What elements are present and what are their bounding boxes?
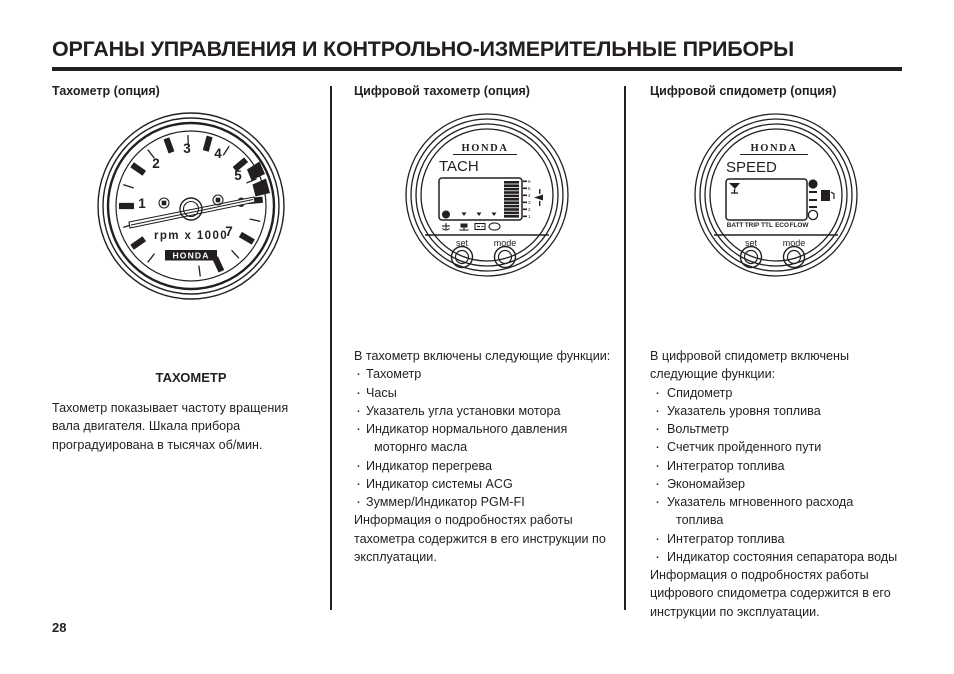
dspeed-alert-dot bbox=[808, 179, 817, 188]
column-digital-tachometer bbox=[342, 84, 628, 612]
list-item-label: Индикатор системы ACG bbox=[366, 476, 513, 491]
list-item-label: Тахометр bbox=[366, 367, 422, 382]
list-item-continuation bbox=[650, 511, 900, 529]
digital-speedometer-feature-list bbox=[650, 384, 900, 567]
list-item-label: Зуммер/Индикатор PGM-FI bbox=[366, 495, 525, 509]
gauge-brand-text: HONDA bbox=[172, 250, 210, 261]
list-item-label: Интегратор топлива bbox=[667, 458, 785, 473]
list-item-label: Часы bbox=[366, 385, 397, 400]
column-divider-1 bbox=[330, 86, 332, 610]
dspeed-buttons bbox=[741, 238, 806, 268]
digital-tach-svg bbox=[342, 103, 628, 303]
list-item bbox=[650, 548, 900, 566]
list-item bbox=[650, 475, 900, 493]
list-item-label: Указатель мгновенного расхода bbox=[667, 495, 854, 509]
list-item-label: моторнго масла bbox=[374, 440, 468, 455]
analog-tachometer-figure bbox=[52, 103, 330, 308]
svg-text:2: 2 bbox=[528, 206, 531, 212]
list-item bbox=[650, 457, 900, 475]
dtach-marker-1-icon bbox=[462, 213, 467, 217]
svg-text:1: 1 bbox=[528, 213, 531, 219]
dspeed-mode-label: mode bbox=[782, 238, 806, 248]
list-item-label: Указатель угла установки мотора bbox=[366, 403, 561, 418]
dspeed-brand-text: HONDA bbox=[750, 143, 798, 154]
list-item-continuation bbox=[354, 438, 616, 456]
svg-text:5: 5 bbox=[234, 168, 242, 183]
svg-text:3: 3 bbox=[183, 141, 191, 156]
dspeed-label-ttl: TTL bbox=[761, 222, 773, 229]
svg-text:4: 4 bbox=[528, 192, 531, 198]
dspeed-lcd-labels bbox=[727, 222, 810, 229]
list-item bbox=[354, 365, 616, 383]
digital-tachometer-body bbox=[342, 347, 616, 566]
svg-text:7: 7 bbox=[225, 224, 233, 239]
list-item-label: Счетчик пройденного пути bbox=[667, 440, 822, 455]
dspeed-label-trip: TRIP bbox=[744, 222, 760, 229]
dtach-bargraph-scale bbox=[523, 179, 531, 219]
digital-tachometer-outro: Информация о подробностях работы тахометра содержится в его инструкции по эксплуатации. bbox=[354, 513, 606, 564]
list-item bbox=[650, 384, 900, 402]
analog-gauge-svg bbox=[52, 103, 330, 308]
overheat-icon bbox=[442, 223, 450, 230]
list-item bbox=[650, 420, 900, 438]
list-item-label: Вольтметр bbox=[667, 422, 729, 436]
svg-text:2: 2 bbox=[152, 156, 160, 171]
page-title: ОРГАНЫ УПРАВЛЕНИЯ И КОНТРОЛЬНО-ИЗМЕРИТЕЛЬНЫЕ ПРИБОРЫ bbox=[52, 37, 795, 61]
list-item bbox=[650, 530, 900, 548]
page-number: 28 bbox=[52, 620, 67, 635]
dtach-display-label: TACH bbox=[439, 158, 479, 175]
column-tachometer bbox=[52, 84, 330, 612]
dspeed-level-empty bbox=[808, 210, 817, 219]
gauge-needle bbox=[129, 197, 255, 228]
gauge-scale-numbers bbox=[138, 141, 245, 239]
dspeed-level-mark-3 bbox=[809, 206, 817, 208]
dtach-marker-3-icon bbox=[492, 213, 497, 217]
buzzer-icon bbox=[489, 223, 500, 230]
svg-text:5: 5 bbox=[528, 185, 531, 191]
dspeed-level-mark-2 bbox=[809, 199, 817, 201]
list-item-label: Индикатор нормального давления bbox=[366, 422, 568, 436]
column-title-digital-speedometer: Цифровой спидометр (опция) bbox=[650, 84, 837, 98]
digital-tachometer-figure bbox=[342, 103, 628, 303]
svg-text:6: 6 bbox=[528, 178, 531, 184]
dspeed-label-flow: FLOW bbox=[789, 222, 809, 229]
dtach-bargraph-pointer bbox=[534, 189, 543, 206]
dtach-bezel-mid bbox=[411, 119, 563, 271]
list-item bbox=[650, 493, 900, 511]
dtach-brand-text: HONDA bbox=[461, 143, 509, 154]
list-item-label: Индикатор перегрева bbox=[366, 458, 493, 473]
list-item bbox=[354, 384, 616, 402]
dspeed-right-indicators bbox=[808, 179, 834, 219]
svg-text:3: 3 bbox=[528, 199, 531, 205]
digital-tachometer-intro: В тахометр включены следующие функции: bbox=[354, 349, 611, 363]
dspeed-label-eco: ECO bbox=[775, 222, 789, 229]
list-item-label: топлива bbox=[676, 513, 724, 528]
list-item-label: Интегратор топлива bbox=[667, 531, 785, 546]
list-item bbox=[354, 493, 616, 511]
dtach-indicator-row bbox=[442, 211, 497, 219]
water-separator-icon bbox=[729, 183, 740, 193]
dspeed-set-button[interactable] bbox=[741, 247, 762, 268]
digital-speedometer-body bbox=[638, 347, 900, 621]
list-item bbox=[650, 438, 900, 456]
tachometer-body bbox=[52, 399, 310, 454]
dtach-bargraph bbox=[504, 181, 519, 218]
tachometer-intro: Тахометр показывает частоту вращения вала двигателя. Шкала прибора проградуирована в тысячах об/мин. bbox=[52, 401, 289, 452]
dtach-set-label: set bbox=[455, 238, 469, 248]
battery-icon bbox=[475, 224, 485, 230]
page-header bbox=[52, 38, 902, 71]
dspeed-level-mark-1 bbox=[809, 191, 817, 193]
column-title-digital-tachometer: Цифровой тахометр (опция) bbox=[354, 84, 530, 98]
list-item bbox=[354, 457, 616, 475]
dtach-buttons bbox=[452, 238, 517, 268]
list-item-label: Индикатор состояния сепаратора воды bbox=[667, 549, 898, 564]
list-item bbox=[354, 420, 616, 438]
svg-text:1: 1 bbox=[138, 196, 146, 211]
list-item-label: Спидометр bbox=[667, 385, 733, 400]
header-rule bbox=[52, 67, 902, 71]
list-item-label: Экономайзер bbox=[667, 476, 746, 491]
list-item-label: Указатель уровня топлива bbox=[667, 403, 821, 418]
svg-text:4: 4 bbox=[214, 146, 222, 161]
gauge-redline-band bbox=[247, 162, 270, 197]
gauge-unit-label: rpm x 1000 bbox=[153, 230, 229, 242]
digital-speed-svg bbox=[638, 103, 902, 303]
list-item bbox=[650, 402, 900, 420]
oil-pressure-icon bbox=[460, 224, 469, 231]
digital-speedometer-figure bbox=[638, 103, 902, 303]
list-item bbox=[354, 402, 616, 420]
dspeed-label-batt: BATT bbox=[726, 222, 744, 229]
dtach-bezel-outer bbox=[406, 114, 568, 276]
dtach-alert-dot bbox=[442, 211, 450, 219]
content-columns bbox=[52, 84, 902, 619]
fuel-pump-icon bbox=[821, 190, 834, 201]
dspeed-set-label: set bbox=[744, 238, 758, 248]
dspeed-bezel-outer bbox=[695, 114, 857, 276]
dtach-icon-legend bbox=[442, 223, 500, 230]
column-digital-speedometer bbox=[638, 84, 902, 619]
dspeed-display-label: SPEED bbox=[726, 159, 777, 176]
gauge-brand-logo bbox=[165, 250, 217, 261]
tachometer-caption: ТАХОМЕТР bbox=[155, 370, 227, 385]
dtach-set-button[interactable] bbox=[452, 247, 473, 268]
list-item bbox=[354, 475, 616, 493]
digital-speedometer-outro: Информация о подробностях работы цифрового спидометра содержится в его инструкции по эксплуатации. bbox=[650, 568, 891, 619]
digital-tachometer-feature-list bbox=[354, 365, 616, 511]
column-title-tachometer: Тахометр (опция) bbox=[52, 84, 160, 98]
dtach-mode-label: mode bbox=[493, 238, 517, 248]
dtach-marker-2-icon bbox=[477, 213, 482, 217]
digital-speedometer-intro: В цифровой спидометр включены следующие функции: bbox=[650, 349, 850, 382]
